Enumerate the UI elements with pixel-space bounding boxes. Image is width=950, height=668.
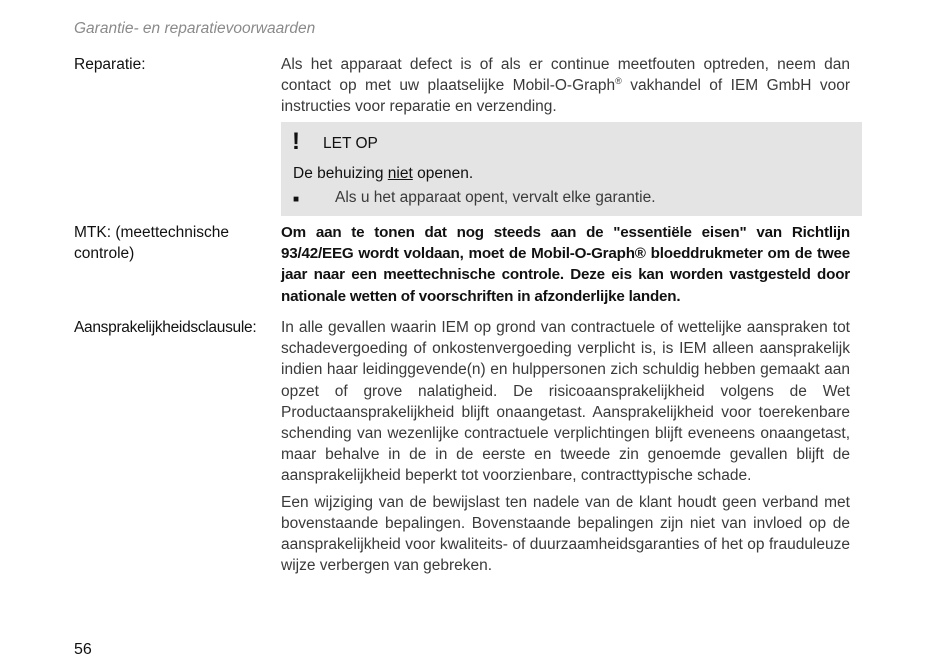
notice-heading-before: De behuizing [293, 165, 388, 182]
section-label-mtk: MTK: (meettechnische controle) [74, 224, 230, 262]
section-label-repair: Reparatie: [74, 56, 146, 73]
notice-box [281, 122, 862, 216]
bullet-square-icon: ■ [293, 194, 300, 205]
repair-text-part1: Als het apparaat defect is of als er continue meetfouten optreden, neem dan contact op met uw plaatselijke Mobil-O-Graph [281, 56, 850, 95]
repair-text-part2: vakhandel of IEM GmbH voor instructies voor reparatie en verzending. [281, 77, 850, 116]
notice-heading-emphasis: niet [387, 165, 413, 182]
running-header: Garantie- en reparatievoorwaarden [74, 20, 316, 37]
notice-title: LET OP [323, 135, 378, 152]
section-label-liability [74, 317, 284, 338]
section-text-liability [281, 317, 850, 576]
liability-label-text: Aansprakelijkheidsclausule [74, 319, 253, 336]
exclamation-icon: ! [292, 128, 300, 155]
notice-heading [293, 165, 473, 183]
registered-mark: ® [615, 76, 622, 87]
notice-bullet-text: Als u het apparaat opent, vervalt elke garantie. [335, 189, 656, 206]
mtk-paragraph: Om aan te tonen dat nog steeds aan de "essentiële eisen" van Richtlijn 93/42/EEG wordt voldaan, moet de Mobil-O-Graph® bloeddrukmeter om de twee jaar naar een meettechnische controle. Deze eis kan worden vastgesteld door nationale wetten of voorschriften in afzonderlijke landen. [281, 224, 850, 305]
notice-heading-after: openen. [412, 165, 474, 182]
liability-label-colon: : [252, 319, 257, 336]
liability-paragraph-2: Een wijziging van de bewijslast ten nadele van de klant houdt geen verband met bovenstaande bepalingen. Bovenstaande bepalingen zijn niet van invloed op de aansprakelijkheid voor kwaliteits- of duurzaamheidsgaranties of het op frauduleuze wijze verbergen van gebreken. [281, 493, 850, 575]
liability-paragraph-1: In alle gevallen waarin IEM op grond van contractuele of wettelijke aanspraken tot schadevergoeding of onkostenvergoeding verplicht is, is IEM alleen aansprakelijk indien haar leidinggevende(n) en hulppersonen zich schuldig hebben gemaakt aan opzet of grove nalatigheid. De risicoaansprakelijkheid volgens de Wet Productaansprakelijkheid blijft onaangetast. Aansprakelijkheid voor toerekenbare schending van wezenlijke contractuele verplichtingen blijft eveneens onaangetast, maar behalve in de in de eerste en tweede zin genoemde gevallen blijft de aansprakelijkheid beperkt tot voorzienbare, contracttypische schade. [281, 319, 850, 485]
section-text-mtk [281, 222, 850, 307]
page-number: 56 [74, 641, 92, 658]
section-text-repair [281, 54, 850, 118]
